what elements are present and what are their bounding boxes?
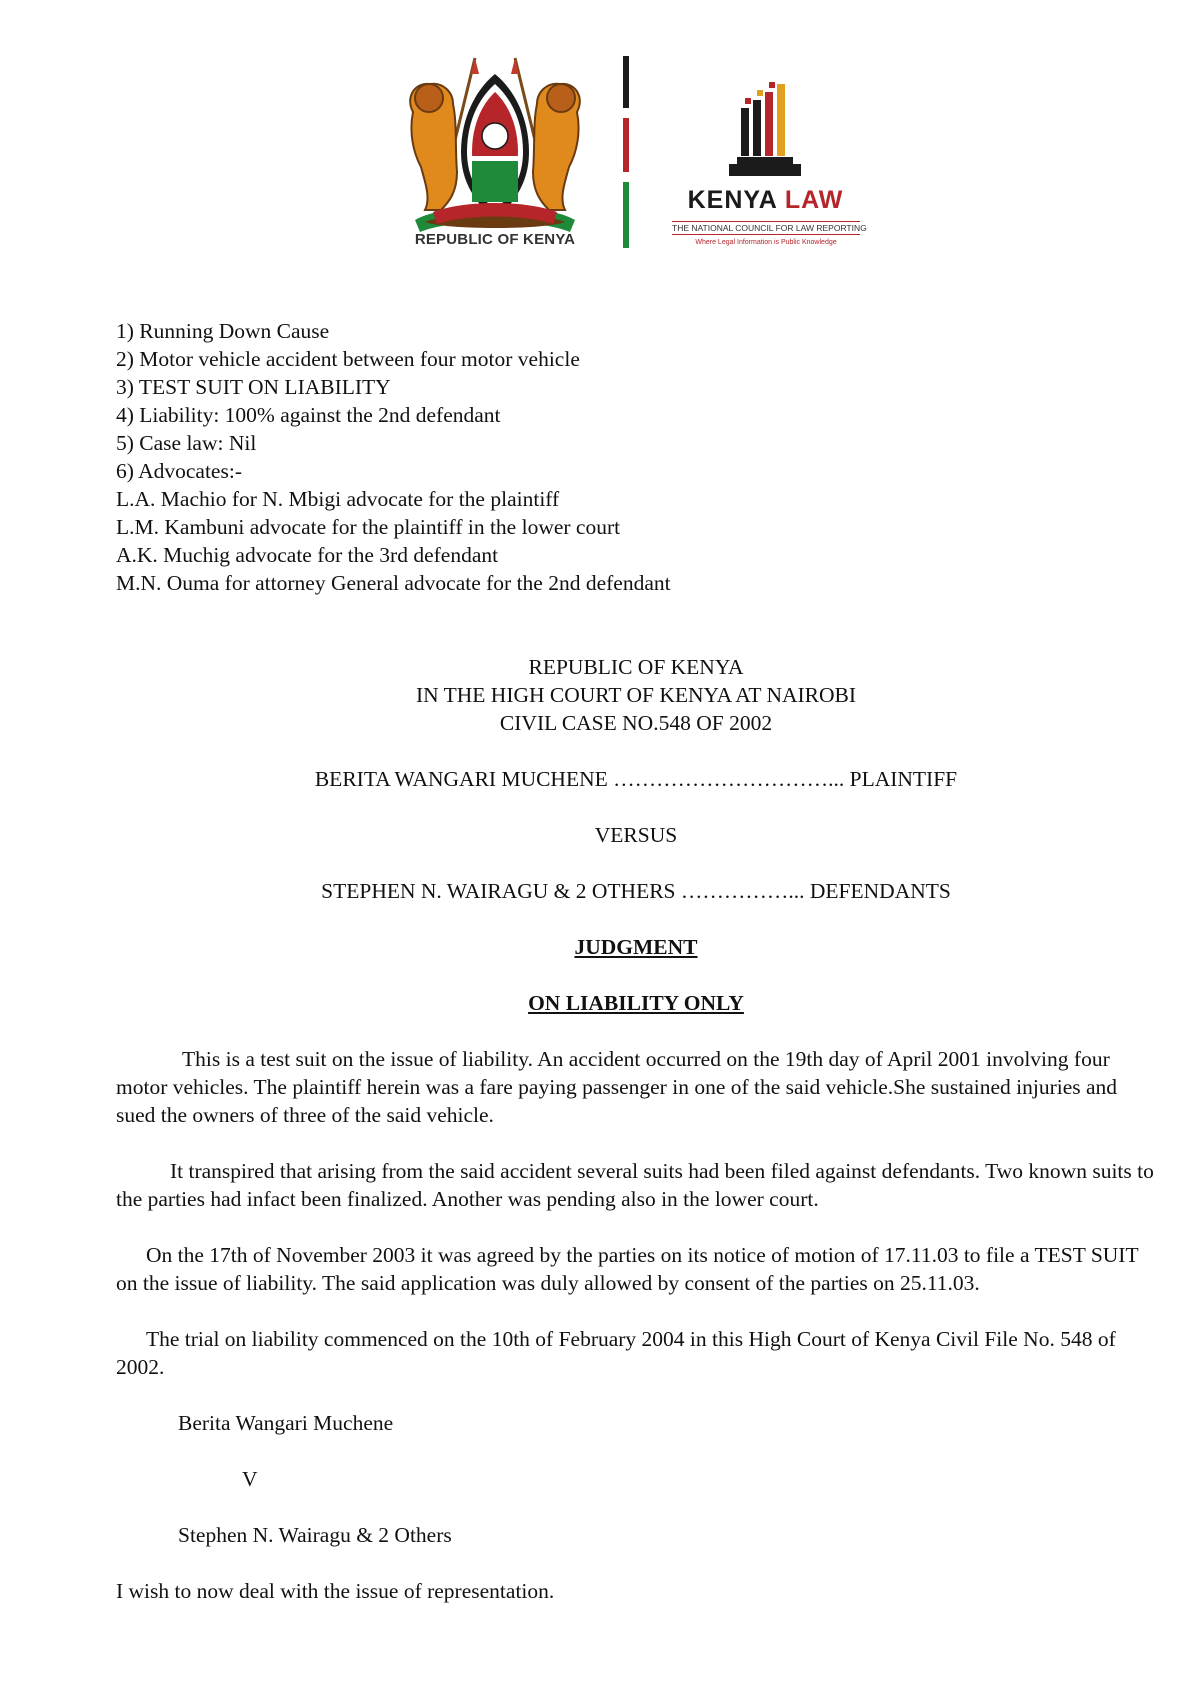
party-versus: V	[242, 1467, 258, 1491]
kenya-law-title-kenya: KENYA	[687, 186, 785, 214]
caption-case-number: CIVIL CASE NO.548 OF 2002	[499, 711, 773, 735]
summary-item: 4) Liability: 100% against the 2nd defendant	[116, 403, 501, 427]
case-summary-list	[116, 317, 1156, 597]
caption-republic: REPUBLIC OF KENYA	[528, 655, 744, 679]
party-defendants-name: Stephen N. Wairagu & 2 Others	[178, 1523, 452, 1547]
summary-item: 3) TEST SUIT ON LIABILITY	[116, 375, 391, 399]
document-header	[0, 0, 1200, 270]
party-plaintiff-name: Berita Wangari Muchene	[178, 1411, 394, 1435]
body-closing-line: I wish to now deal with the issue of representation.	[116, 1579, 555, 1603]
summary-item: L.M. Kambuni advocate for the plaintiff in the lower court	[116, 515, 621, 539]
summary-item: L.A. Machio for N. Mbigi advocate for the plaintiff	[116, 487, 560, 511]
summary-item: 6) Advocates:-	[116, 459, 242, 483]
summary-item: 2) Motor vehicle accident between four motor vehicle	[116, 347, 580, 371]
document-body	[116, 317, 1156, 1605]
body-paragraph-3: On the 17th of November 2003 it was agreed by the parties on its notice of motion of 17.11.03 to file a TEST SUIT on the issue of liability. The said application was duly allowed by consent of the parties on 25.11.03.	[116, 1243, 1139, 1295]
caption-versus: VERSUS	[594, 823, 678, 847]
caption-plaintiff: BERITA WANGARI MUCHENE …………………………... PLAINTIFF	[314, 767, 958, 791]
judgment-heading: JUDGMENT	[574, 935, 698, 959]
summary-item: 1) Running Down Cause	[116, 319, 330, 343]
body-paragraph-2: It transpired that arising from the said accident several suits had been filed against defendants. Two known suits to the parties had infact been finalized. Another was pending also in the lower court.	[116, 1159, 1154, 1211]
kenya-law-title-law: LAW	[784, 186, 844, 214]
kenya-law-subtitle: THE NATIONAL COUNCIL FOR LAW REPORTING	[672, 223, 867, 233]
coat-of-arms-icon	[395, 52, 595, 252]
body-paragraph-1: This is a test suit on the issue of liability. An accident occurred on the 19th day of April 2001 involving four motor vehicles. The plaintiff herein was a fare paying passenger in one of the said vehicle.She sustained injuries and sued the owners of three of the said vehicle.	[116, 1047, 1118, 1127]
coat-of-arms-caption: REPUBLIC OF KENYA	[414, 231, 576, 248]
summary-item: M.N. Ouma for attorney General advocate for the 2nd defendant	[116, 571, 671, 595]
summary-item: 5) Case law: Nil	[116, 431, 257, 455]
flag-color-bar	[623, 56, 629, 248]
kenya-law-title	[668, 186, 863, 215]
kenya-law-tagline: Where Legal Information is Public Knowledge	[695, 239, 837, 246]
summary-item: A.K. Muchig advocate for the 3rd defendant	[116, 543, 499, 567]
case-caption	[116, 653, 1156, 1017]
caption-court: IN THE HIGH COURT OF KENYA AT NAIROBI	[415, 683, 857, 707]
liability-heading: ON LIABILITY ONLY	[528, 991, 744, 1015]
kenya-law-logo-icon	[725, 78, 805, 178]
body-paragraph-4: The trial on liability commenced on the 10th of February 2004 in this High Court of Kenya Civil File No. 548 of 2002.	[116, 1327, 1116, 1379]
caption-defendants: STEPHEN N. WAIRAGU & 2 OTHERS ……………... DEFENDANTS	[321, 879, 951, 903]
